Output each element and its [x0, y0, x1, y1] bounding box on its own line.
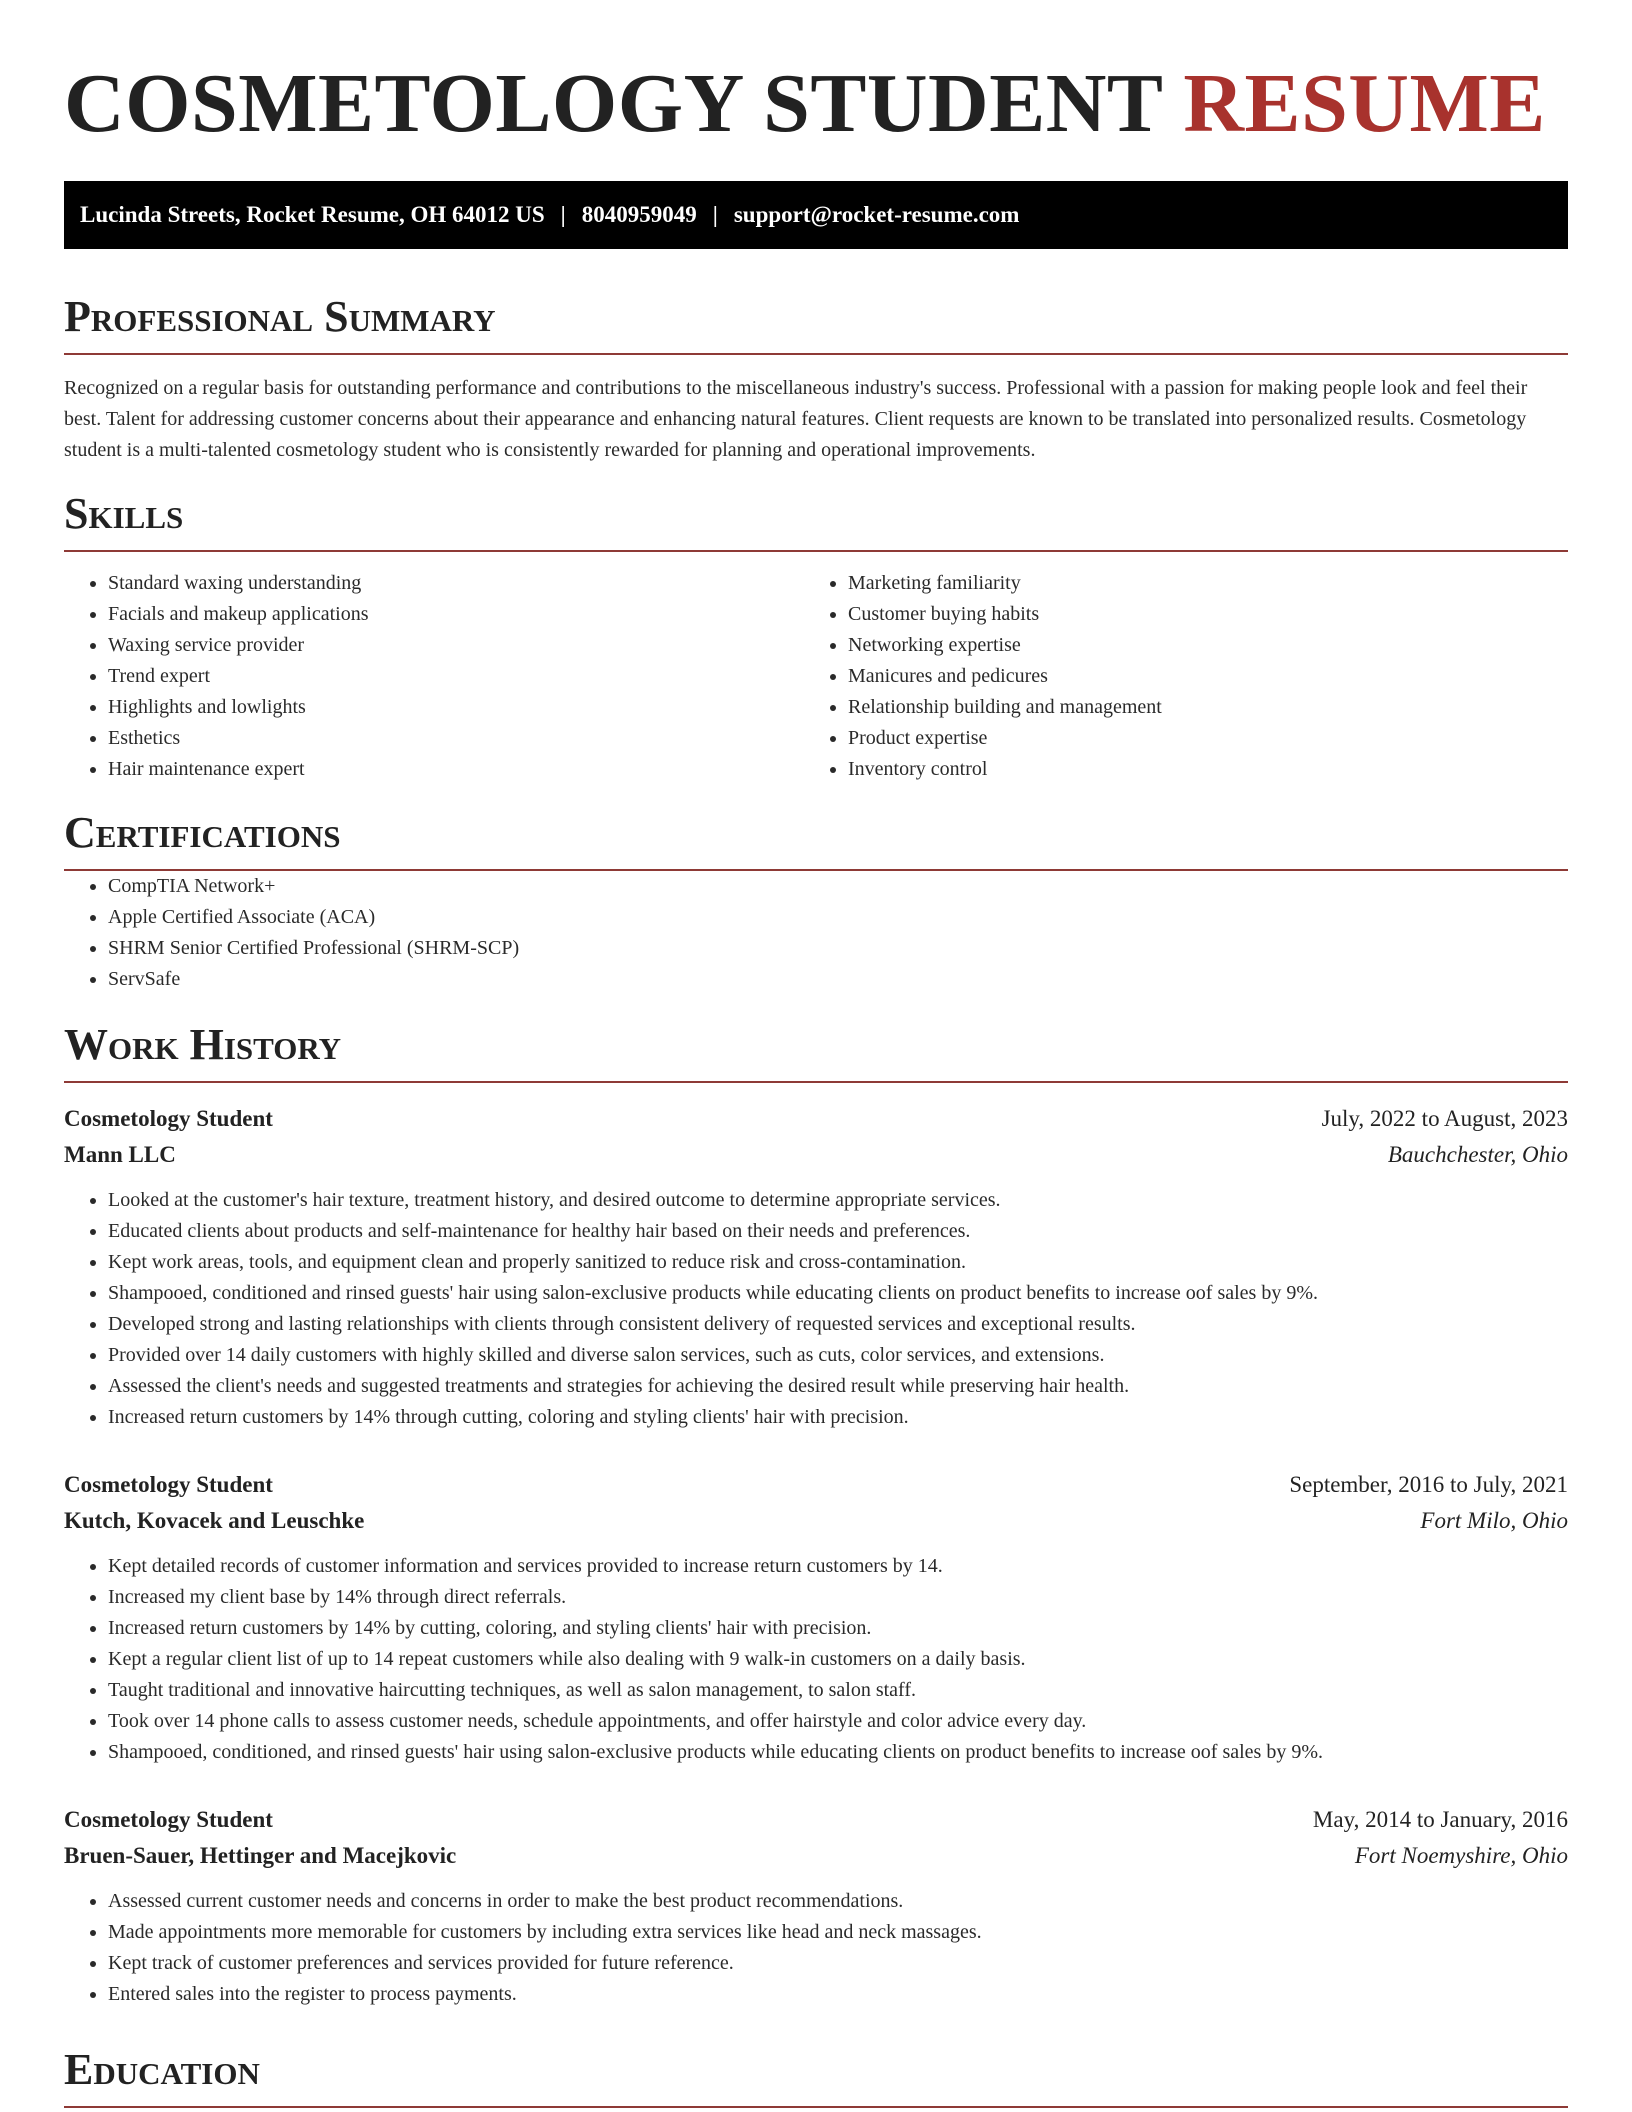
job-location: Bauchchester, Ohio — [1387, 1142, 1568, 1167]
skill-item: • Trend expert — [108, 661, 804, 692]
contact-bar — [64, 181, 1568, 249]
job-bullet: • Kept detailed records of customer information and services provided to increase return customers by 14. — [108, 1551, 1568, 1582]
skill-item: • Facials and makeup applications — [108, 599, 804, 630]
job-bullet: • Kept track of customer preferences and services provided for future reference. — [108, 1948, 1568, 1979]
contact-address: Lucinda Streets, Rocket Resume, OH 64012 US — [80, 202, 545, 227]
certification-item: • SHRM Senior Certified Professional (SHRM-SCP) — [108, 933, 1568, 964]
job-company: Mann LLC — [64, 1142, 176, 1167]
job-bullets — [64, 1551, 1568, 1768]
job-company-row — [64, 1838, 1568, 1874]
job-bullet: • Taught traditional and innovative haircutting techniques, as well as salon management, to salon staff. — [108, 1675, 1568, 1706]
job-location: Fort Noemyshire, Ohio — [1354, 1843, 1568, 1868]
job-title: Cosmetology Student — [64, 1807, 273, 1832]
job-bullet: • Increased return customers by 14% by cutting, coloring, and styling clients' hair with precision. — [108, 1613, 1568, 1644]
title-accent: RESUME — [1183, 57, 1546, 150]
job-bullet: • Increased my client base by 14% through direct referrals. — [108, 1582, 1568, 1613]
job-header-row — [64, 1467, 1568, 1503]
skill-item: • Manicures and pedicures — [848, 661, 1556, 692]
job-location: Fort Milo, Ohio — [1420, 1508, 1568, 1533]
section-heading-skills: Skills — [64, 488, 1568, 552]
job-dates: September, 2016 to July, 2021 — [1289, 1472, 1568, 1497]
job-bullet: • Made appointments more memorable for customers by including extra services like head and neck massages. — [108, 1917, 1568, 1948]
skill-item: • Waxing service provider — [108, 630, 804, 661]
job-bullet: • Entered sales into the register to process payments. — [108, 1979, 1568, 2010]
job-bullet: • Shampooed, conditioned, and rinsed guests' hair using salon-exclusive products while educating clients on product benefits to increase oof sales by 9%. — [108, 1737, 1568, 1768]
job-title: Cosmetology Student — [64, 1106, 273, 1131]
job-bullet: • Kept work areas, tools, and equipment clean and properly sanitized to reduce risk and cross-contamination. — [108, 1247, 1568, 1278]
contact-separator: | — [560, 202, 566, 227]
job-company-row — [64, 1503, 1568, 1539]
skill-item: • Marketing familiarity — [848, 568, 1556, 599]
job-bullet: • Increased return customers by 14% through cutting, coloring and styling clients' hair with precision. — [108, 1402, 1568, 1433]
job-entry — [64, 1467, 1568, 1768]
job-company-row — [64, 1137, 1568, 1173]
job-bullets — [64, 1185, 1568, 1433]
section-heading-certifications: Certifications — [64, 807, 1568, 871]
job-bullet: • Assessed current customer needs and concerns in order to make the best product recommendations. — [108, 1886, 1568, 1917]
skill-item: • Customer buying habits — [848, 599, 1556, 630]
job-company: Kutch, Kovacek and Leuschke — [64, 1508, 365, 1533]
certification-item: • ServSafe — [108, 964, 1568, 995]
skill-item: • Esthetics — [108, 723, 804, 754]
job-bullet: • Educated clients about products and self-maintenance for healthy hair based on their needs and preferences. — [108, 1216, 1568, 1247]
job-bullet: • Kept a regular client list of up to 14 repeat customers while also dealing with 9 walk-in customers on a daily basis. — [108, 1644, 1568, 1675]
job-bullet: • Shampooed, conditioned and rinsed guests' hair using salon-exclusive products while educating clients on product benefits to increase oof sales by 9%. — [108, 1278, 1568, 1309]
certifications-list — [64, 871, 1568, 995]
job-dates: July, 2022 to August, 2023 — [1321, 1106, 1568, 1131]
certification-item: • Apple Certified Associate (ACA) — [108, 902, 1568, 933]
skill-item: • Inventory control — [848, 754, 1556, 785]
job-bullet: • Took over 14 phone calls to assess customer needs, schedule appointments, and offer hairstyle and color advice every day. — [108, 1706, 1568, 1737]
contact-separator: | — [712, 202, 718, 227]
title-main: COSMETOLOGY STUDENT — [64, 57, 1162, 150]
job-bullet: • Developed strong and lasting relationships with clients through consistent delivery of requested services and exceptional results. — [108, 1309, 1568, 1340]
contact-phone: 8040959049 — [581, 202, 697, 227]
job-entry — [64, 1802, 1568, 2010]
summary-text: Recognized on a regular basis for outstanding performance and contributions to the miscellaneous industry's success. Professional with a passion for making people look and feel their best. Talent for addressing customer concerns about their appearance and enhancing natural features. Client requests are known to be translated into personalized results. Cosmetology student is a multi-talented cosmetology student who is consistently rewarded for planning and operational improvements. — [64, 377, 1528, 461]
job-bullets — [64, 1886, 1568, 2010]
skill-item: • Relationship building and management — [848, 692, 1556, 723]
contact-email: support@rocket-resume.com — [733, 202, 1020, 227]
job-header-row — [64, 1101, 1568, 1137]
skill-item: • Standard waxing understanding — [108, 568, 804, 599]
section-heading-education: Education — [64, 2044, 1568, 2108]
section-heading-summary: Professional Summary — [64, 291, 1568, 355]
job-entry — [64, 1101, 1568, 1433]
job-title: Cosmetology Student — [64, 1472, 273, 1497]
job-bullet: • Provided over 14 daily customers with highly skilled and diverse salon services, such as cuts, color services, and extensions. — [108, 1340, 1568, 1371]
skill-item: • Hair maintenance expert — [108, 754, 804, 785]
section-heading-work-history: Work History — [64, 1019, 1568, 1083]
job-bullet: • Assessed the client's needs and suggested treatments and strategies for achieving the desired result while preserving hair health. — [108, 1371, 1568, 1402]
certification-item: • CompTIA Network+ — [108, 871, 1568, 902]
job-header-row — [64, 1802, 1568, 1838]
skill-item: • Highlights and lowlights — [108, 692, 804, 723]
job-company: Bruen-Sauer, Hettinger and Macejkovic — [64, 1843, 457, 1868]
skills-list-left — [64, 568, 804, 785]
job-bullet: • Looked at the customer's hair texture, treatment history, and desired outcome to determine appropriate services. — [108, 1185, 1568, 1216]
skills-list-right — [804, 568, 1556, 785]
skill-item: • Networking expertise — [848, 630, 1556, 661]
skills-columns — [64, 568, 1568, 785]
job-dates: May, 2014 to January, 2016 — [1312, 1807, 1568, 1832]
document-title — [64, 0, 1568, 150]
skill-item: • Product expertise — [848, 723, 1556, 754]
